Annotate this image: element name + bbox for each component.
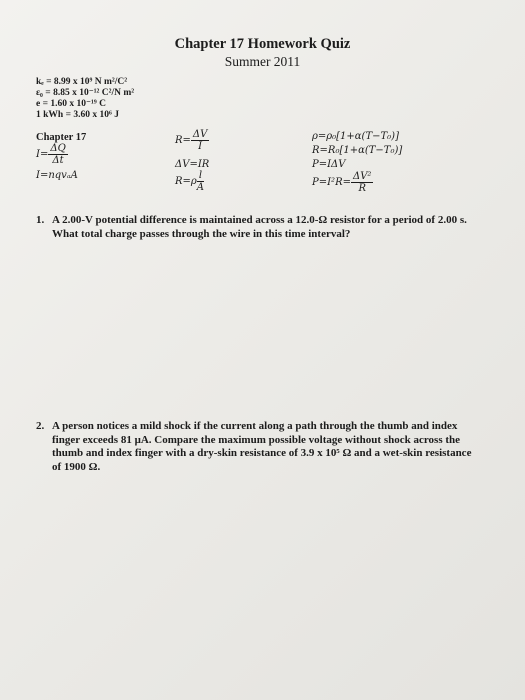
question-2 [36, 420, 482, 474]
formula-drift-velocity: I=nqvₐA [36, 170, 78, 181]
formula-resistivity-lhs: R=ρ [175, 176, 197, 187]
constant-elementary-charge: e = 1.60 x 10⁻¹⁹ C [36, 99, 106, 109]
question-1 [36, 214, 482, 241]
question-2-number: 2. [36, 420, 45, 432]
formula-current [36, 143, 68, 166]
formula-power-resistance [312, 171, 373, 194]
formula-power2-lhs: P=I²R= [312, 177, 351, 188]
formula-resistivity-fraction [197, 170, 204, 193]
formula-resistance-numerator: ΔV [192, 129, 208, 140]
formula-resistance-temperature: R=R₀[1+α(T−T₀)] [312, 145, 403, 156]
formula-section-heading: Chapter 17 [36, 132, 87, 143]
page-subtitle: Summer 2011 [224, 54, 301, 69]
formula-power: P=IΔV [312, 159, 346, 170]
formula-power2-fraction [351, 171, 373, 194]
formula-resistivity-numerator: l [197, 170, 204, 182]
formula-resistance [175, 129, 209, 152]
page-title: Chapter 17 Homework Quiz [174, 36, 351, 52]
formula-power2-denominator: R [358, 183, 366, 194]
question-1-number: 1. [36, 214, 45, 226]
constant-coulomb: kₑ = 8.99 x 10⁹ N m²/C² [36, 77, 128, 87]
formula-current-denominator: Δt [52, 155, 64, 166]
formula-resistivity [175, 170, 204, 193]
formula-power2-numerator: ΔV² [352, 171, 372, 182]
formula-ohms-law: ΔV=IR [175, 159, 210, 170]
constant-kwh: 1 kWh = 3.60 x 10⁶ J [36, 110, 119, 120]
formula-resistivity-temperature: ρ=ρ₀[1+α(T−T₀)] [312, 131, 399, 142]
formula-resistivity-denominator: A [196, 182, 205, 193]
question-2-text: A person notices a mild shock if the current along a path through the thumb and index finger exceeds 81 μA. Compare the maximum possible voltage without shock across the thumb and index finger with a dry-skin resistance of 3.9 x 10⁵ Ω and a wet-skin resistance of 1900 Ω. [52, 420, 472, 473]
formula-current-numerator: ΔQ [50, 143, 66, 154]
formula-resistance-lhs: R= [175, 135, 191, 146]
formula-resistance-denominator: I [198, 141, 203, 152]
constant-permittivity: ε₀ = 8.85 x 10⁻¹² C²/N m² [36, 88, 135, 98]
formula-current-fraction [48, 143, 67, 166]
question-1-text: A 2.00-V potential difference is maintained across a 12.0-Ω resistor for a period of 2.00 s. What total charge passes through the wire in this time interval? [52, 214, 467, 240]
formula-resistance-fraction [191, 129, 209, 152]
formula-current-lhs: I= [36, 149, 49, 160]
